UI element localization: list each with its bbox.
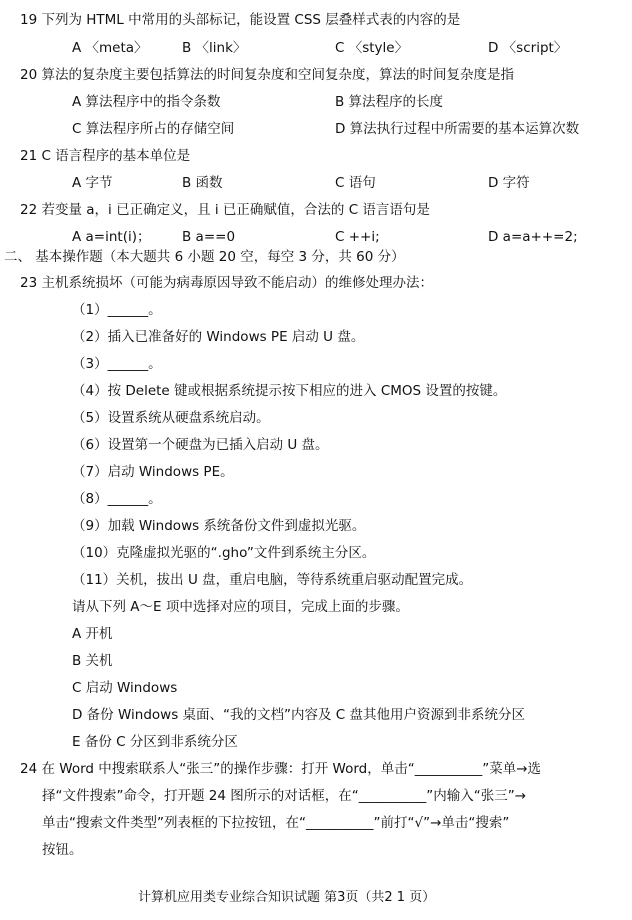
q21-option-d: D 字符 [488, 175, 530, 191]
question-24-line-1: 24 在 Word 中搜索联系人“张三”的操作步骤：打开 Word，单击“__________”菜单→选 [20, 761, 542, 777]
choice-d: D 备份 Windows 桌面、“我的文档”内容及 C 盘其他用户资源到非系统分区 [72, 707, 526, 723]
section-heading: 二、 基本操作题（本大题共 6 小题 20 空，每空 3 分，共 60 分） [4, 249, 405, 265]
q19-option-a: A 〈meta〉 [72, 40, 148, 56]
question-19: 19 下列为 HTML 中常用的头部标记，能设置 CSS 层叠样式表的内容的是 [20, 12, 461, 28]
step-5: （5）设置系统从硬盘系统启动。 [72, 410, 270, 426]
q19-option-b: B 〈link〉 [182, 40, 247, 56]
q20-option-d: D 算法执行过程中所需要的基本运算次数 [335, 121, 580, 137]
step-11: （11）关机，拔出 U 盘，重启电脑，等待系统重启驱动配置完成。 [72, 572, 473, 588]
step-8: （8）______。 [72, 491, 162, 507]
q23-instruction: 请从下列 A～E 项中选择对应的项目，完成上面的步骤。 [72, 599, 409, 615]
step-6: （6）设置第一个硬盘为已插入启动 U 盘。 [72, 437, 329, 453]
step-2: （2）插入已准备好的 Windows PE 启动 U 盘。 [72, 329, 365, 345]
q21-option-a: A 字节 [72, 175, 113, 191]
question-24-line-2: 择“文件搜索”命令，打开题 24 图所示的对话框，在“__________”内输入“张三”→ [42, 788, 527, 804]
page-footer: 计算机应用类专业综合知识试题 第3页（共2 1 页） [138, 890, 436, 905]
step-7: （7）启动 Windows PE。 [72, 464, 234, 480]
step-9: （9）加载 Windows 系统备份文件到虚拟光驱。 [72, 518, 366, 534]
q19-option-c: C 〈style〉 [335, 40, 409, 56]
step-3: （3）______。 [72, 356, 162, 372]
question-24-line-3: 单击“搜索文件类型”列表框的下拉按钮，在“__________”前打“√”→单击“搜索” [42, 815, 510, 831]
choice-c: C 启动 Windows [72, 680, 178, 696]
question-22: 22 若变量 a，i 已正确定义，且 i 已正确赋值，合法的 C 语言语句是 [20, 202, 430, 218]
step-10: （10）克隆虚拟光驱的“.gho”文件到系统主分区。 [72, 545, 376, 561]
q21-option-b: B 函数 [182, 175, 223, 191]
step-1: （1）______。 [72, 302, 162, 318]
step-4: （4）按 Delete 键或根据系统提示按下相应的进入 CMOS 设置的按键。 [72, 383, 507, 399]
q22-option-c: C ++i; [335, 229, 380, 245]
question-23: 23 主机系统损坏（可能为病毒原因导致不能启动）的维修处理办法： [20, 275, 433, 291]
choice-e: E 备份 C 分区到非系统分区 [72, 734, 238, 750]
q22-option-a: A a=int(i)； [72, 229, 151, 245]
q19-option-d: D 〈script〉 [488, 40, 568, 56]
question-21: 21 C 语言程序的基本单位是 [20, 148, 191, 164]
choice-a: A 开机 [72, 626, 113, 642]
q21-option-c: C 语句 [335, 175, 376, 191]
q20-option-c: C 算法程序所占的存储空间 [72, 121, 235, 137]
q22-option-b: B a==0 [182, 229, 236, 245]
q20-option-a: A 算法程序中的指令条数 [72, 94, 221, 110]
q20-option-b: B 算法程序的长度 [335, 94, 444, 110]
question-20: 20 算法的复杂度主要包括算法的时间复杂度和空间复杂度，算法的时间复杂度是指 [20, 67, 514, 83]
question-24-line-4: 按钮。 [42, 842, 83, 858]
choice-b: B 关机 [72, 653, 113, 669]
q22-option-d: D a=a++=2; [488, 229, 578, 245]
